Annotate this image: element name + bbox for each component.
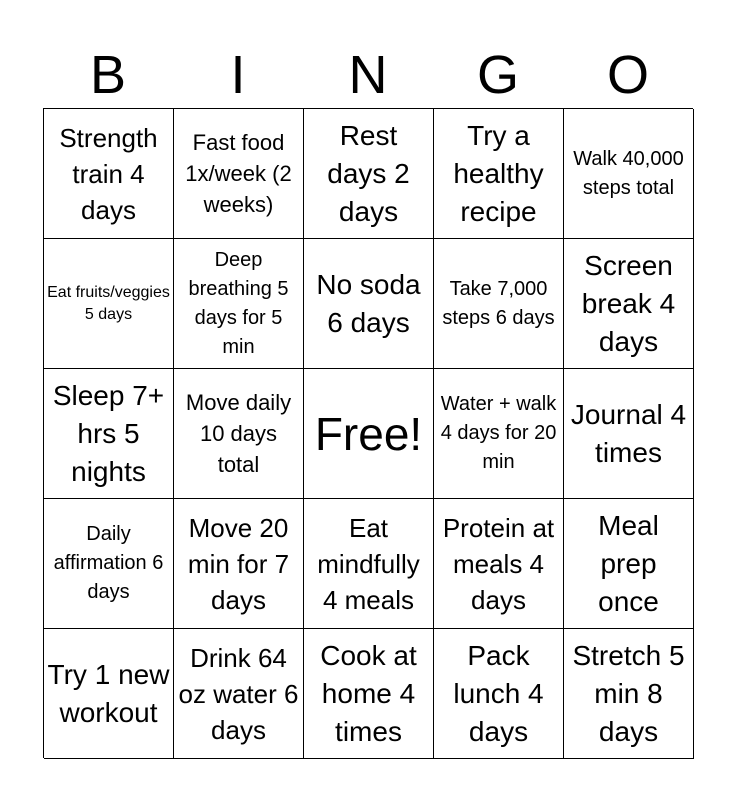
bingo-cell[interactable] — [564, 499, 694, 629]
cell-label: Cook at home 4 times — [320, 639, 417, 747]
bingo-cell[interactable] — [44, 239, 174, 369]
bingo-cell[interactable] — [434, 629, 564, 759]
cell-label: Fast food 1x/week (2 weeks) — [185, 130, 292, 217]
cell-label: Pack lunch 4 days — [453, 639, 544, 747]
header-letter-n: N — [348, 45, 388, 105]
bingo-cell[interactable] — [304, 629, 434, 759]
bingo-cell[interactable] — [304, 499, 434, 629]
cell-label: Journal 4 times — [570, 398, 687, 468]
bingo-cell[interactable] — [434, 109, 564, 239]
cell-label: Try a healthy recipe — [453, 119, 544, 227]
bingo-cell[interactable] — [564, 629, 694, 759]
bingo-cell[interactable] — [44, 109, 174, 239]
header-letter-i: I — [230, 45, 246, 105]
cell-label: Water + walk 4 days for 20 min — [440, 393, 557, 473]
bingo-board — [43, 108, 693, 758]
bingo-header — [43, 42, 693, 108]
cell-label: Move daily 10 days total — [185, 390, 292, 477]
bingo-cell[interactable] — [564, 109, 694, 239]
cell-label: Eat mindfully 4 meals — [317, 512, 420, 615]
header-letter-g: G — [476, 45, 519, 105]
bingo-cell[interactable] — [434, 369, 564, 499]
bingo-cell[interactable] — [174, 109, 304, 239]
cell-label: Screen break 4 days — [581, 249, 676, 357]
bingo-cell[interactable] — [174, 629, 304, 759]
cell-label: No soda 6 days — [316, 268, 421, 338]
bingo-cell[interactable] — [174, 499, 304, 629]
bingo-cell[interactable] — [304, 109, 434, 239]
cell-label: Drink 64 oz water 6 days — [178, 642, 299, 745]
bingo-cell[interactable] — [564, 369, 694, 499]
cell-label: Protein at meals 4 days — [442, 512, 555, 615]
bingo-cell[interactable] — [174, 239, 304, 369]
cell-label: Sleep 7+ hrs 5 nights — [52, 379, 165, 487]
cell-label: Walk 40,000 steps total — [573, 147, 684, 199]
cell-label: Eat fruits/veggies 5 days — [47, 283, 170, 323]
bingo-cell[interactable] — [434, 239, 564, 369]
bingo-cell[interactable] — [44, 499, 174, 629]
cell-label: Try 1 new workout — [47, 658, 170, 728]
cell-label: Daily affirmation 6 days — [53, 523, 164, 603]
bingo-cell[interactable] — [564, 239, 694, 369]
cell-label: Meal prep once — [598, 509, 659, 617]
bingo-cell[interactable] — [44, 629, 174, 759]
cell-label: Take 7,000 steps 6 days — [442, 277, 555, 329]
bingo-cell[interactable] — [304, 239, 434, 369]
bingo-cell[interactable] — [434, 499, 564, 629]
bingo-cell[interactable] — [44, 369, 174, 499]
header-letter-o: O — [606, 45, 649, 105]
free-space[interactable] — [304, 369, 434, 499]
cell-label: Move 20 min for 7 days — [187, 512, 290, 615]
cell-label: Free! — [314, 407, 423, 460]
cell-label: Stretch 5 min 8 days — [572, 639, 685, 747]
cell-label: Rest days 2 days — [327, 119, 410, 227]
bingo-cell[interactable] — [174, 369, 304, 499]
cell-label: Strength train 4 days — [59, 122, 158, 225]
cell-label: Deep breathing 5 days for 5 min — [188, 248, 289, 358]
header-letter-b: B — [89, 45, 127, 105]
